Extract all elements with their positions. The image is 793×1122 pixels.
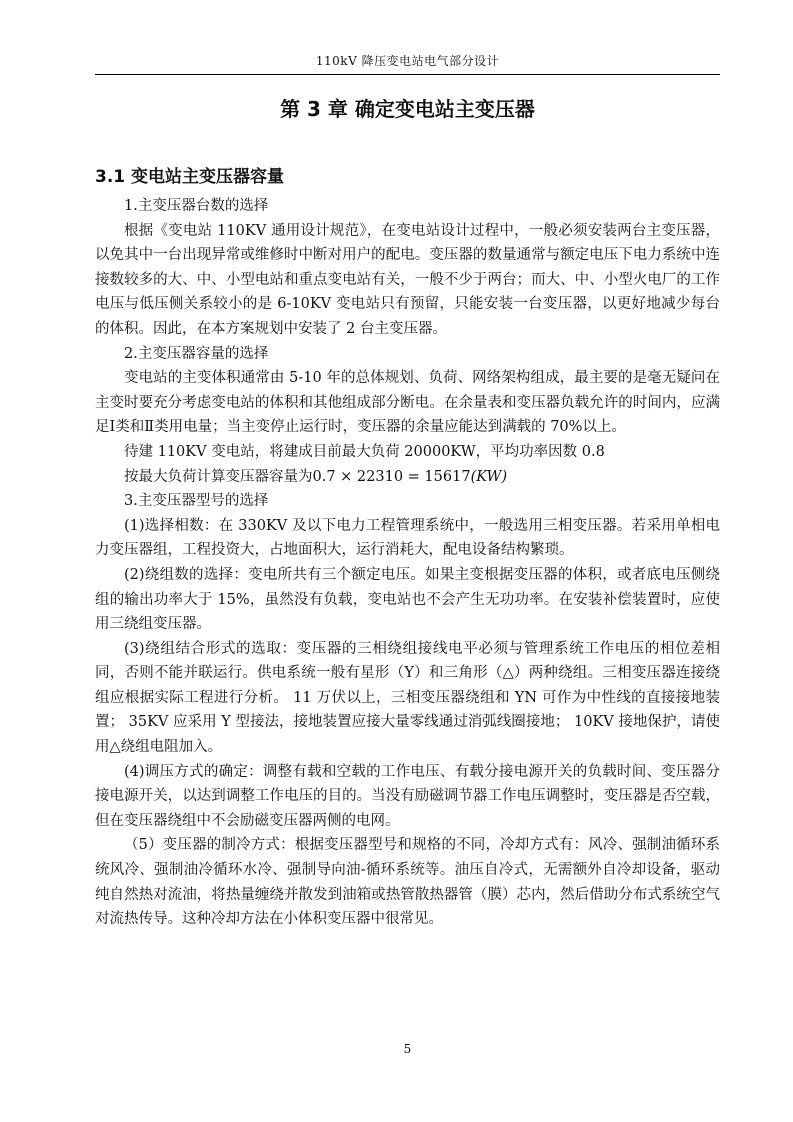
paragraph: （5）变压器的制冷方式：根据变压器型号和规格的不同，冷却方式有：风冷、强制油循环系统风冷、强制油冷循环水冷、强制导向油-循环系统等。油压自冷式，无需额外自冷却设备，驱动纯自然热对流油，将热量缠绕并散发到油箱或热管散热器管（膜）芯内，然后借助分布式系统空气对流热传导。这种冷却方法在小体积变压器中很常见。: [95, 837, 720, 928]
section-title: 3.1 变电站主变压器容量: [95, 167, 285, 187]
paragraph: (3)绕组结合形式的选取：变压器的三相绕组接线电平必须与管理系统工作电压的相位差相同，否则不能并联运行。供电系统一般有星形（Y）和三角形（△）两种绕组。三相变压器连接绕组应根据实际工程进行分析。 11 万伏以上，三相变压器绕组和 YN 可作为中性线的直接接地装置； 35KV 应采用 Y 型接法，接地装置应接大量零线通过消弧线圈接地； 10KV 接地保护，请使用△绕组电阻加入。: [95, 640, 720, 756]
paragraph: (4)调压方式的确定：调整有载和空载的工作电压、有载分接电源开关的负载时间、变压器分接电源开关，以达到调整工作电压的目的。当没有励磁调节器工作电压调整时，变压器是否空载，但在变压器绕组中不会励磁变压器两侧的电网。: [95, 763, 720, 829]
subheading-transformer-capacity: 2.主变压器容量的选择: [124, 345, 269, 362]
chapter-title: 第 3 章 确定变电站主变压器: [280, 97, 535, 121]
running-header: 110kV 降压变电站电气部分设计: [315, 54, 500, 68]
subheading-transformer-count: 1.主变压器台数的选择: [124, 198, 269, 214]
body-text: [95, 194, 720, 932]
paragraph: (2)绕组数的选择：变电所共有三个额定电压。如果主变根据变压器的体积，或者底电压侧绕组的输出功率大于 15%，虽然没有负载，变电站也不会产生无功功率。在安装补偿装置时，应使用三绕组变压器。: [95, 566, 720, 633]
header-rule: [95, 74, 720, 75]
capacity-formula-line: [95, 465, 720, 490]
paragraph: 变电站的主变体积通常由 5-10 年的总体规划、负荷、网络架构组成，最主要的是毫无疑问在主变时要充分考虑变电站的体积和其他组成部分断电。在余量表和变压器负载允许的时间内，应满足Ⅰ类和Ⅱ类用电量；当主变停止运行时，变压器的余量应能达到满载的 70%以上。: [95, 370, 720, 436]
page-number: 5: [403, 1042, 412, 1056]
formula-unit: (KW): [470, 468, 508, 485]
capacity-formula: 0.7 × 22310 = 15617: [312, 468, 471, 485]
formula-prefix: 按最大负荷计算变压器容量为: [124, 468, 313, 485]
paragraph: (1)选择相数：在 330KV 及以下电力工程管理系统中，一般选用三相变压器。若采用单相电力变压器组，工程投资大，占地面积大，运行消耗大，配电设备结构繁琐。: [95, 517, 720, 559]
paragraph: 待建 110KV 变电站，将建成目前最大负荷 20000KW，平均功率因数 0.8: [124, 443, 605, 460]
paragraph: 根据《变电站 110KV 通用设计规范》，在变电站设计过程中，一般必须安装两台主变压器，以免其中一台出现异常或维修时中断对用户的配电。变压器的数量通常与额定电压下电力系统中连接数较多的大、中、小型电站和重点变电站有关，一般不少于两台；而大、中、小型火电厂的工作电压与低压侧关系较小的是 6-10KV 变电站只有预留，只能安装一台变压器，以更好地减少每台的体积。因此，在本方案规划中安装了 2 台主变压器。: [95, 222, 720, 337]
subheading-transformer-model: 3.主变压器型号的选择: [124, 493, 269, 510]
